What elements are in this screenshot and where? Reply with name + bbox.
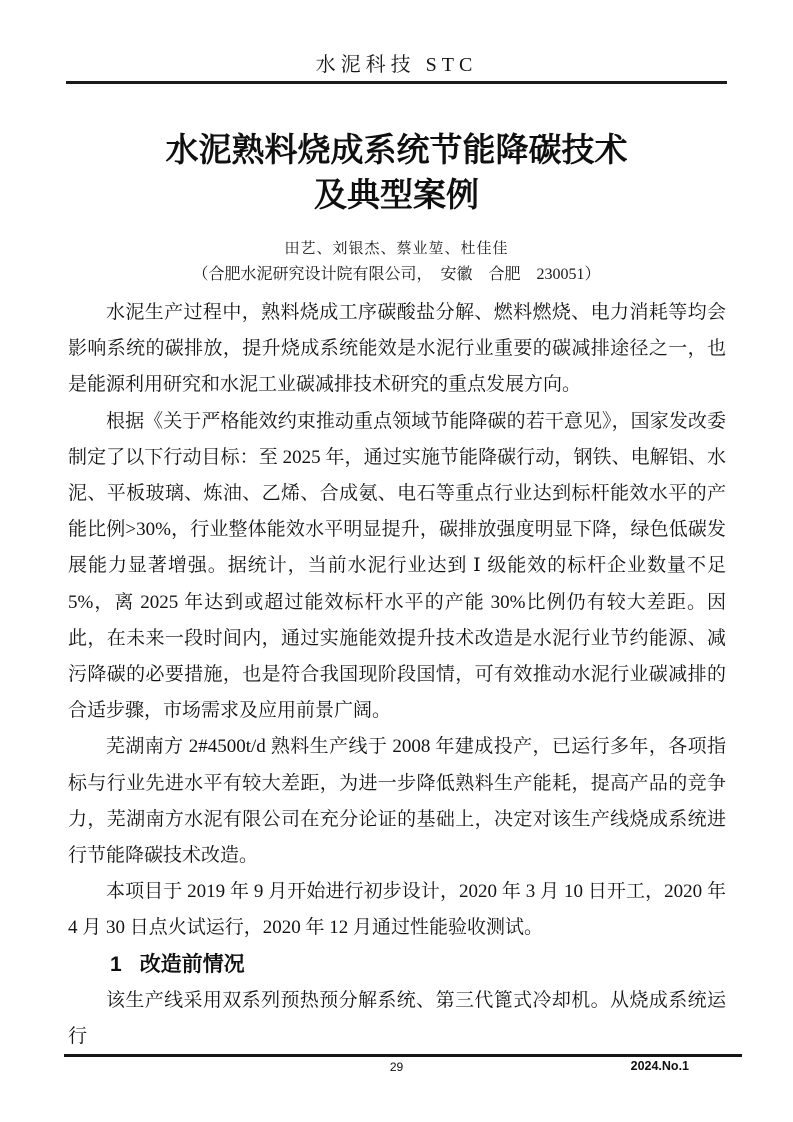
- page-number: 29: [389, 1060, 404, 1074]
- article-body: [68, 295, 726, 1055]
- section-1-number: 1: [110, 952, 122, 976]
- issue-label: 2024.No.1: [630, 1059, 689, 1073]
- section-1-title: 改造前情况: [139, 952, 245, 976]
- section-1-heading: [68, 947, 726, 983]
- article-title-line1: 水泥熟料烧成系统节能降碳技术: [165, 131, 628, 168]
- article-title-line2: 及典型案例: [314, 176, 479, 213]
- affiliation-line: （合肥水泥研究设计院有限公司， 安徽 合肥 230051）: [192, 266, 601, 283]
- journal-running-head: 水泥科技 STC: [315, 54, 478, 76]
- authors-line: 田艺、刘银杰、蔡业堃、杜佳佳: [284, 241, 509, 257]
- header-rule: [66, 81, 727, 84]
- paragraph-plant-background: 芜湖南方 2#4500t/d 熟料生产线于 2008 年建成投产，已运行多年，各项指标与行业先进水平有较大差距，为进一步降低熟料生产能耗，提高产品的竞争力，芜湖南方水泥有限公司在充分论证的基础上，决定对该生产线烧成系统进行节能降碳技术改造。: [68, 736, 726, 867]
- paragraph-policy: 根据《关于严格能效约束推动重点领域节能降碳的若干意见》，国家发改委制定了以下行动目标：至 2025 年，通过实施节能降碳行动，钢铁、电解铝、水泥、平板玻璃、炼油、乙烯、合成氨、电石等重点行业达到标杆能效水平的产能比例>30%，行业整体能效水平明显提升，碳排放强度明显下降，绿色低碳发展能力显著增强。据统计，当前水泥行业达到 Ⅰ 级能效的标杆企业数量不足 5%，离 2025 年达到或超过能效标杆水平的产能 30%比例仍有较大差距。因此，在未来一段时间内，通过实施能效提升技术改造是水泥行业节约能源、减污降碳的必要措施，也是符合我国现阶段国情，可有效推动水泥行业碳减排的合适步骤，市场需求及应用前景广阔。: [68, 410, 726, 722]
- paragraph-section1-body: 该生产线采用双系列预热预分解系统、第三代篦式冷却机。从烧成系统运行: [68, 989, 726, 1047]
- paragraph-project-timeline: 本项目于 2019 年 9 月开始进行初步设计，2020 年 3 月 10 日开工，2020 年 4 月 30 日点火试运行，2020 年 12 月通过性能验收测试。: [68, 881, 726, 939]
- article-title: [0, 127, 793, 217]
- footer-rule: [64, 1054, 742, 1057]
- paragraph-intro: 水泥生产过程中，熟料烧成工序碳酸盐分解、燃料燃烧、电力消耗等均会影响系统的碳排放，提升烧成系统能效是水泥行业重要的碳减排途径之一，也是能源利用研究和水泥工业碳减排技术研究的重点发展方向。: [68, 302, 726, 396]
